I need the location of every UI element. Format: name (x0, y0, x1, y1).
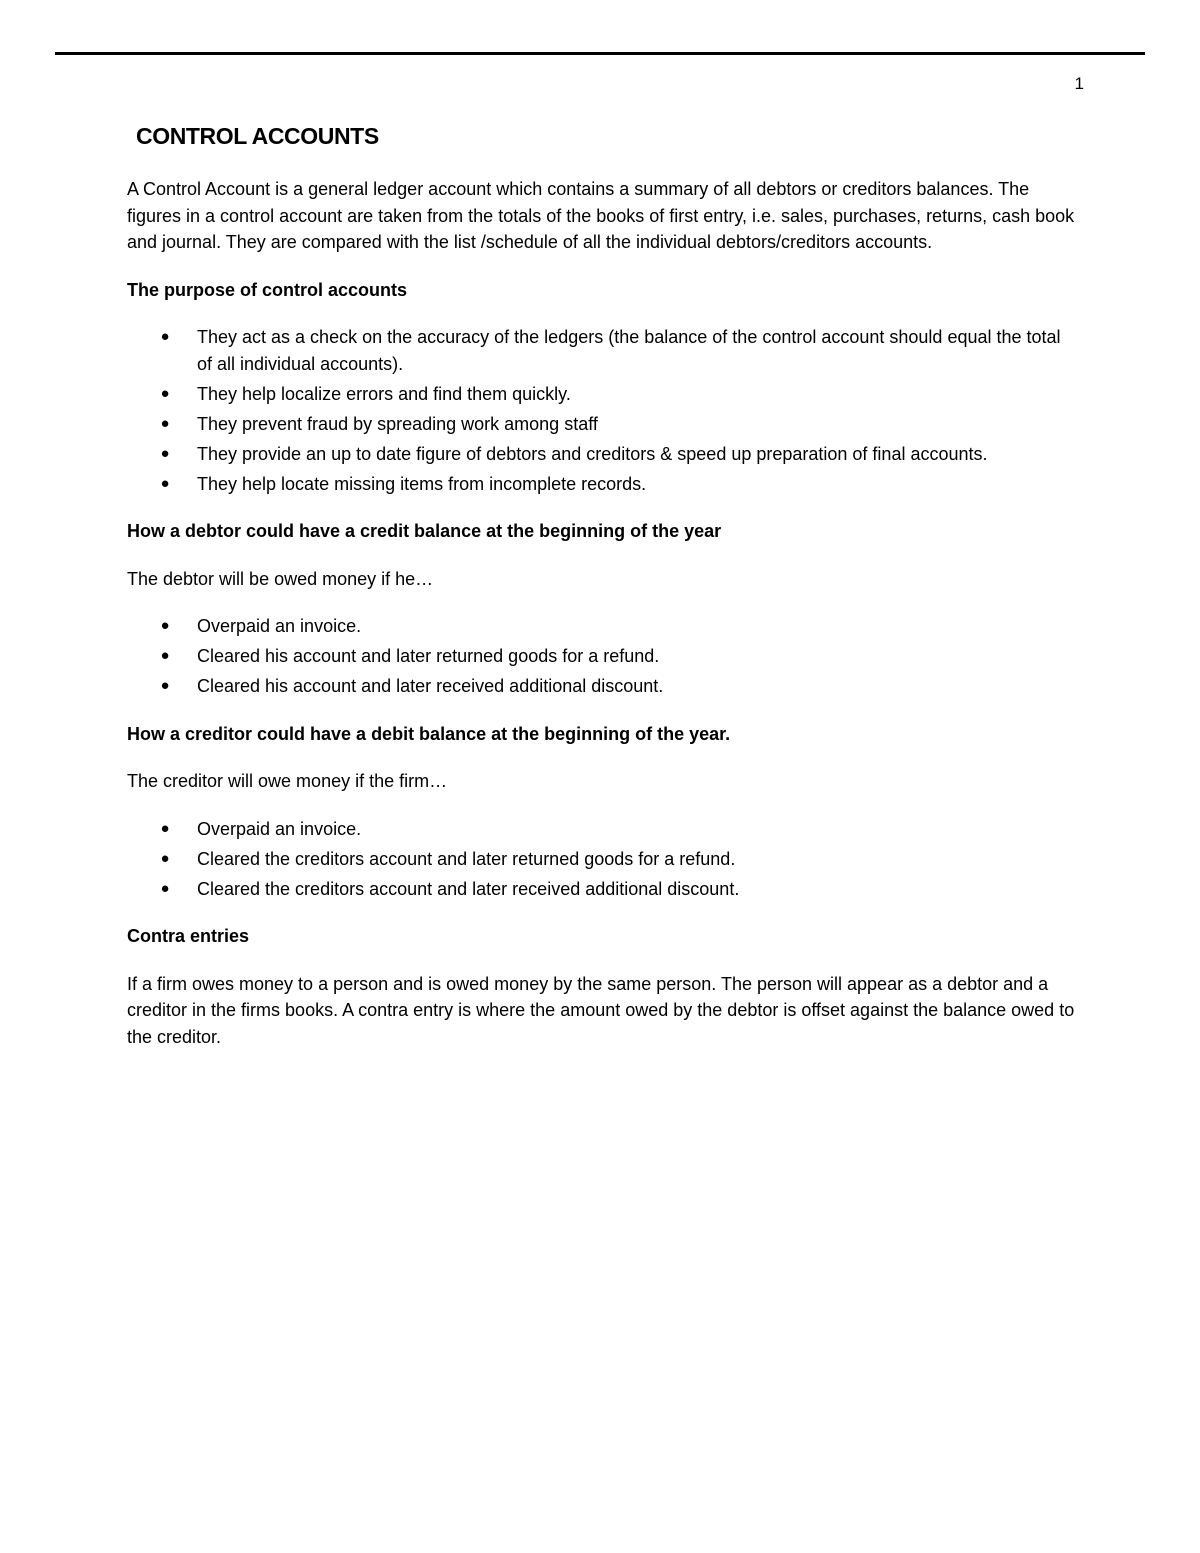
list-item (127, 441, 1077, 468)
bullet-icon: ● (160, 474, 170, 492)
list-item-text: Cleared the creditors account and later returned goods for a refund. (197, 848, 736, 869)
list-item (127, 846, 1077, 873)
list-item-text: Cleared his account and later returned goods for a refund. (197, 646, 660, 666)
document-body (127, 118, 1077, 1071)
list-item-text: They prevent fraud by spreading work among staff (197, 413, 598, 434)
list-item-text: They help localize errors and find them quickly. (197, 383, 571, 404)
list-item-text: They act as a check on the accuracy of the ledgers (the balance of the control account should equal the total of all individual accounts). (197, 327, 1061, 374)
list-item-text: Cleared his account and later received additional discount. (197, 676, 664, 696)
list-item-text: Overpaid an invoice. (197, 818, 362, 839)
bullet-icon: ● (160, 819, 170, 837)
bullet-icon: ● (160, 444, 170, 462)
list-item (127, 876, 1077, 903)
purpose-list (127, 324, 1077, 497)
creditor-debit-lead: The creditor will owe money if the firm… (127, 771, 448, 791)
debtor-credit-lead: The debtor will be owed money if he… (127, 568, 434, 589)
list-item (127, 816, 1077, 843)
debtor-credit-list (127, 613, 1077, 700)
list-item (127, 324, 1077, 377)
contra-paragraph: If a firm owes money to a person and is owed money by the same person. The person will appear as a debtor and a creditor in the firms books. A contra entry is where the amount owed by the debtor is offset against the balance owed to the creditor. (127, 973, 1075, 1047)
bullet-icon: ● (160, 677, 170, 694)
list-item (127, 613, 1077, 640)
page-number: 1 (1074, 74, 1084, 93)
list-item-text: They provide an up to date figure of debtors and creditors & speed up preparation of final accounts. (197, 443, 988, 464)
contra-heading: Contra entries (127, 926, 250, 946)
debtor-credit-heading: How a debtor could have a credit balance at the beginning of the year (127, 521, 722, 541)
header-rule (55, 52, 1145, 55)
list-item-text: They help locate missing items from incomplete records. (197, 473, 647, 494)
list-item (127, 471, 1077, 498)
bullet-icon: ● (160, 647, 170, 664)
bullet-icon: ● (160, 879, 170, 897)
creditor-debit-list (127, 816, 1077, 903)
list-item (127, 411, 1077, 438)
page-title: CONTROL ACCOUNTS (136, 123, 379, 149)
list-item-text: Cleared the creditors account and later received additional discount. (197, 878, 740, 899)
bullet-icon: ● (160, 617, 170, 634)
list-item (127, 381, 1077, 408)
purpose-heading: The purpose of control accounts (127, 279, 408, 300)
list-item (127, 643, 1077, 670)
bullet-icon: ● (160, 384, 170, 402)
intro-paragraph: A Control Account is a general ledger account which contains a summary of all debtors or creditors balances. The figures in a control account are taken from the totals of the books of first entry, i.e. sales, purchases, returns, cash book and journal. They are compared with the list /schedule of all the individual debtors/creditors accounts. (127, 179, 1075, 252)
bullet-icon: ● (160, 849, 170, 867)
bullet-icon: ● (160, 414, 170, 432)
bullet-icon: ● (160, 328, 170, 345)
creditor-debit-heading: How a creditor could have a debit balance at the beginning of the year. (127, 723, 731, 744)
list-item (127, 673, 1077, 700)
list-item-text: Overpaid an invoice. (197, 616, 362, 636)
